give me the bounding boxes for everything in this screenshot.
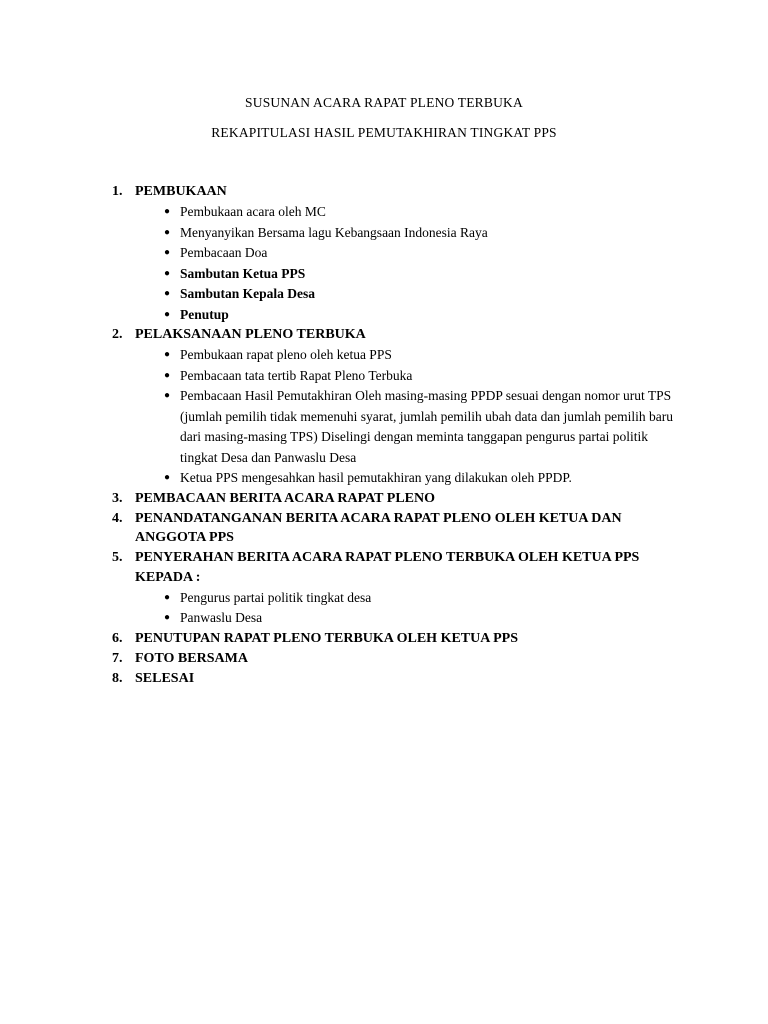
bullet-icon: ● (163, 206, 170, 217)
bullet-icon: ● (163, 308, 170, 320)
section-number: 3. (112, 490, 123, 506)
section-title: PENANDATANGANAN BERITA ACARA RAPAT PLENO OLEH KETUA DAN ANGGOTA PPS (135, 510, 622, 545)
list-item-text: Pembacaan Doa (180, 245, 268, 260)
list-item-text: Pembukaan acara oleh MC (180, 204, 326, 219)
list-item-text: Penutup (180, 306, 229, 322)
list-item (112, 608, 682, 629)
section-number: 6. (112, 630, 123, 646)
bullet-icon: ● (163, 267, 170, 279)
section-number: 4. (112, 510, 123, 526)
list-item (112, 366, 682, 387)
list-item (112, 305, 682, 326)
bullet-icon: ● (163, 349, 170, 360)
section-title: PENYERAHAN BERITA ACARA RAPAT PLENO TERBUKA OLEH KETUA PPS KEPADA : (135, 550, 640, 585)
list-item-text: Menyanyikan Bersama lagu Kebangsaan Indonesia Raya (180, 224, 488, 240)
list-item (112, 202, 682, 223)
sub-item-list (112, 345, 682, 489)
agenda-section (112, 325, 682, 345)
bullet-icon: ● (163, 612, 170, 623)
list-item (112, 223, 682, 244)
agenda-section (112, 489, 682, 509)
section-number: 7. (112, 650, 123, 666)
list-item-text: Pembukaan rapat pleno oleh ketua PPS (180, 347, 392, 362)
sub-item-list (112, 588, 682, 629)
bullet-icon: ● (163, 369, 170, 381)
section-title: PEMBUKAAN (135, 184, 227, 199)
list-item (112, 243, 682, 264)
agenda-section (112, 649, 682, 669)
bullet-icon: ● (163, 247, 170, 258)
bullet-icon: ● (163, 591, 170, 603)
list-item-text: Sambutan Kepala Desa (180, 286, 316, 301)
agenda-list (112, 182, 682, 689)
agenda-section (112, 509, 682, 548)
section-number: 8. (112, 670, 123, 686)
section-title: FOTO BERSAMA (135, 650, 248, 666)
agenda-section (112, 629, 682, 649)
list-item-text: Sambutan Ketua PPS (180, 265, 306, 281)
section-number: 5. (112, 550, 123, 565)
bullet-icon: ● (163, 288, 170, 299)
list-item-text: Pembacaan Hasil Pemutakhiran Oleh masing-masing PPDP sesuai dengan nomor urut TPS (jumlah pemilih tidak memenuhi syarat, jumlah pemilih ubah data dan jumlah pemilih baru dari masing-masing TPS) Diselingi dengan meminta tanggapan pengurus partai politik tingkat Desa dan Panwaslu Desa (180, 388, 674, 465)
bullet-icon: ● (163, 390, 170, 401)
section-number: 2. (112, 327, 123, 342)
agenda-section (112, 182, 682, 202)
document-title: SUSUNAN ACARA RAPAT PLENO TERBUKA (245, 95, 523, 110)
list-item (112, 264, 682, 285)
section-title: SELESAI (135, 670, 195, 686)
bullet-icon: ● (163, 472, 170, 483)
list-item-text: Panwaslu Desa (180, 610, 263, 625)
list-item (112, 468, 682, 489)
bullet-icon: ● (163, 226, 170, 238)
list-item-text: Pengurus partai politik tingkat desa (180, 589, 372, 605)
agenda-section (112, 548, 682, 587)
section-title: PELAKSANAAN PLENO TERBUKA (135, 327, 366, 342)
list-item (112, 284, 682, 305)
list-item-text: Ketua PPS mengesahkan hasil pemutakhiran yang dilakukan oleh PPDP. (180, 470, 572, 485)
list-item-text: Pembacaan tata tertib Rapat Pleno Terbuka (180, 367, 413, 383)
agenda-section (112, 669, 682, 689)
section-title: PEMBACAAN BERITA ACARA RAPAT PLENO (135, 490, 435, 506)
list-item (112, 345, 682, 366)
document-subtitle: REKAPITULASI HASIL PEMUTAKHIRAN TINGKAT PPS (211, 125, 557, 140)
section-title: PENUTUPAN RAPAT PLENO TERBUKA OLEH KETUA PPS (135, 630, 518, 646)
list-item (112, 588, 682, 609)
sub-item-list (112, 202, 682, 325)
section-number: 1. (112, 184, 123, 199)
list-item (112, 386, 682, 468)
